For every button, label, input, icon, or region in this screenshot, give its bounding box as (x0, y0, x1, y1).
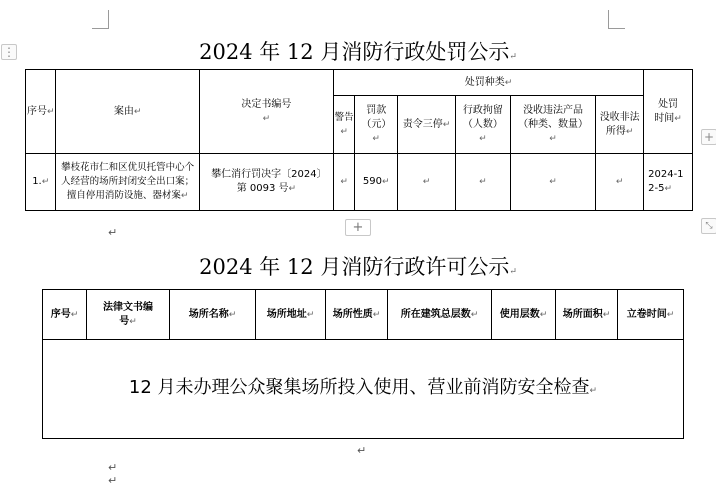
header-permit-venue-name: 场所名称↵ (170, 290, 256, 340)
header-penalty-types: 处罚种类↵ (334, 70, 644, 96)
header-permit-venue-address: 场所地址↵ (256, 290, 326, 340)
header-order-stop: 责令三停↵ (398, 96, 456, 154)
permit-title (0, 254, 716, 285)
cell-time: 2024-12-5↵ (644, 154, 693, 211)
add-column-icon[interactable]: + (701, 129, 716, 145)
paragraph-mark: ↵ (108, 474, 118, 487)
header-confiscate-income: 没收非法所得↵ (596, 96, 644, 154)
crop-mark-top-left (92, 10, 109, 29)
penalty-title (0, 39, 716, 70)
header-seq: 序号↵ (26, 70, 56, 154)
header-permit-used-floors: 使用层数↵ (492, 290, 556, 340)
header-penalty-time: 处罚时间↵ (644, 70, 693, 154)
header-permit-filing-time: 立卷时间↵ (618, 290, 684, 340)
cell-confiscate-goods: ↵ (510, 154, 595, 211)
cell-order-stop: ↵ (398, 154, 456, 211)
cell-warning: ↵ (334, 154, 355, 211)
header-detention: 行政拘留（人数）↵ (455, 96, 510, 154)
header-permit-total-floors: 所在建筑总层数↵ (388, 290, 492, 340)
header-decision: 决定书编号↵ (199, 70, 333, 154)
table-row (26, 154, 693, 211)
penalty-title-text: 2024 年 12 月消防行政处罚公示 (199, 40, 510, 64)
header-confiscate-goods: 没收违法产品（种类、数量）↵ (510, 96, 595, 154)
paragraph-mark: ↵ (509, 267, 517, 277)
cell-seq: 1.↵ (26, 154, 56, 211)
crop-mark-top-right (608, 10, 625, 29)
add-row-button[interactable]: + (345, 219, 371, 236)
header-fine: 罚款（元）↵ (355, 96, 398, 154)
penalty-table (25, 69, 693, 211)
paragraph-mark: ↵ (357, 444, 367, 457)
header-permit-venue-nature: 场所性质↵ (326, 290, 388, 340)
permit-table (42, 289, 684, 439)
header-permit-seq: 序号↵ (43, 290, 87, 340)
cell-decision: 攀仁消行罚决字〔2024〕第 0093 号↵ (199, 154, 333, 211)
cell-cause: 攀枝花市仁和区优贝托管中心个人经营的场所封闭安全出口案；擅自停用消防设施、器材案↵ (56, 154, 199, 211)
header-cause: 案由↵ (56, 70, 199, 154)
block-drag-handle[interactable]: ⋮ (3, 45, 15, 59)
paragraph-mark: ↵ (509, 52, 517, 62)
permit-title-text: 2024 年 12 月消防行政许可公示 (199, 255, 510, 279)
paragraph-mark: ↵ (108, 461, 118, 474)
paragraph-mark: ↵ (108, 226, 118, 239)
header-warning: 警告↵ (334, 96, 355, 154)
header-permit-doc-number: 法律文书编号↵ (87, 290, 170, 340)
cell-detention: ↵ (455, 154, 510, 211)
table-resize-icon[interactable]: ⤡ (701, 218, 716, 234)
permit-notice: 12 月未办理公众聚集场所投入使用、营业前消防安全检查↵ (43, 340, 684, 439)
cell-fine: 590↵ (355, 154, 398, 211)
header-permit-area: 场所面积↵ (556, 290, 618, 340)
cell-confiscate-income: ↵ (596, 154, 644, 211)
